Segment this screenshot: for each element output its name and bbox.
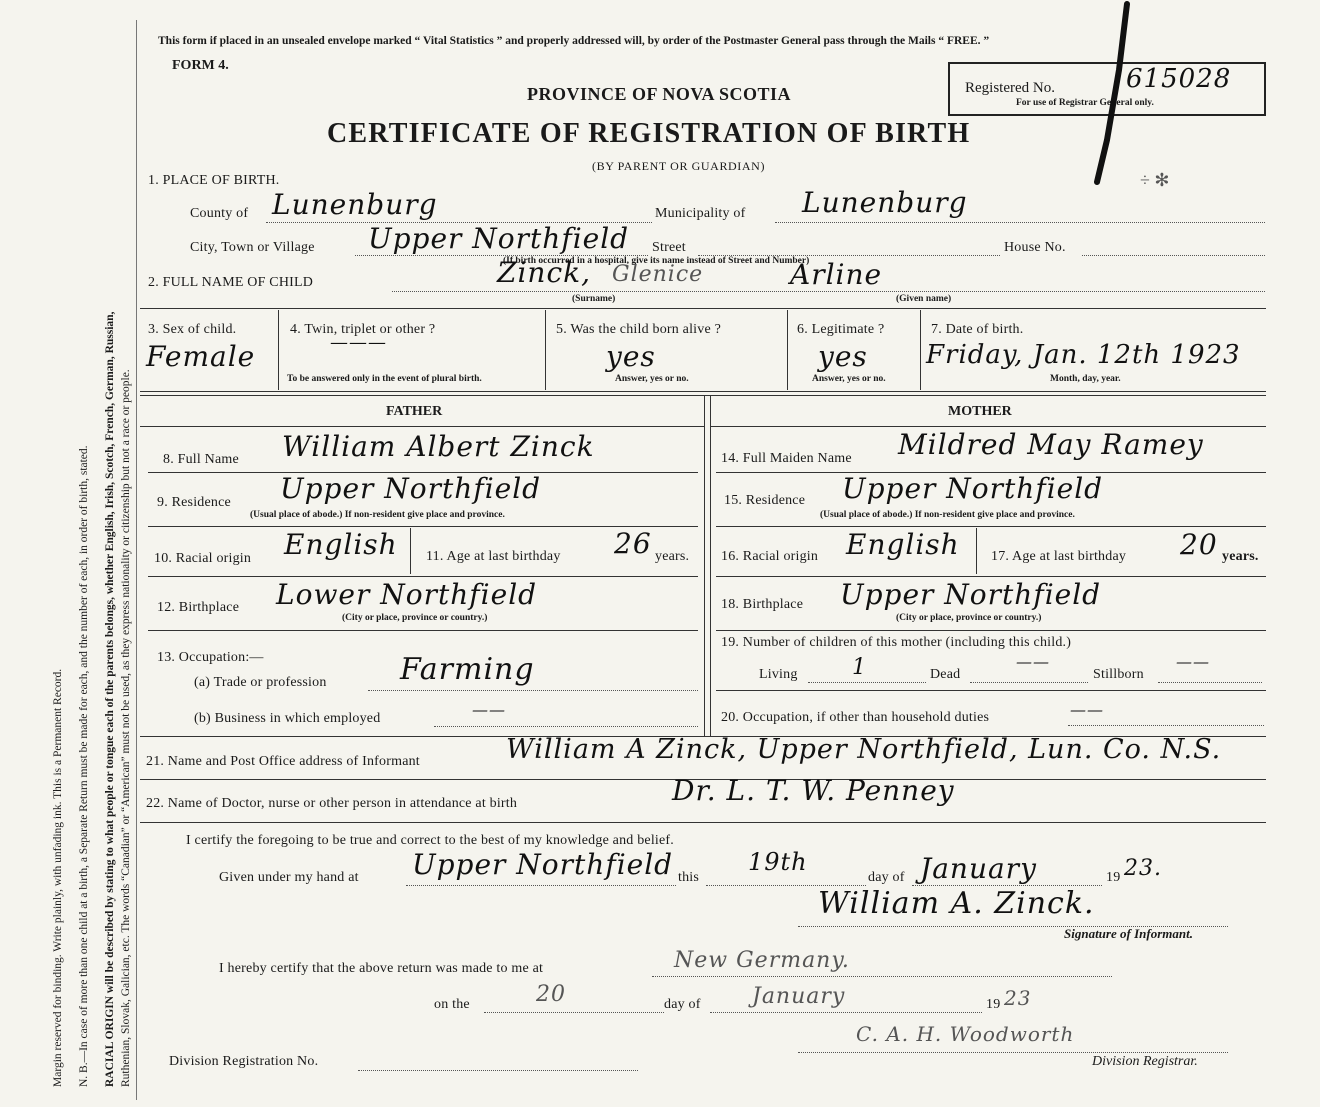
- dob-note: Month, day, year.: [1050, 374, 1121, 384]
- mother-occupation-label: 20. Occupation, if other than household duties: [721, 710, 990, 725]
- divider-5-6: [787, 310, 788, 390]
- registrar-signature: C. A. H. Woodworth: [856, 1022, 1075, 1046]
- postal-notice: This form if placed in an unsealed envelope marked “ Vital Statistics ” and properly addressed will, by order of the Postmaster General pass through the Mails “ FREE. ”: [158, 35, 990, 47]
- mother-stillborn-label: Stillborn: [1093, 667, 1144, 682]
- registrar-month-line: [710, 1012, 982, 1013]
- signature-label: Signature of Informant.: [1064, 926, 1193, 941]
- parents-divider-a: [704, 396, 705, 736]
- father-racial-label: 10. Racial origin: [154, 551, 252, 566]
- informant-value: William A Zinck, Upper Northfield, Lun. Co. N.S.: [506, 734, 1222, 765]
- place-of-birth-heading: 1. PLACE OF BIRTH.: [148, 173, 280, 188]
- county-label: County of: [190, 206, 249, 221]
- father-heading: FATHER: [386, 404, 443, 419]
- father-age-label: 11. Age at last birthday: [426, 549, 561, 564]
- registrar-place-value: New Germany.: [674, 948, 850, 973]
- informant-signature: William A. Zinck.: [818, 886, 1095, 921]
- municipality-label: Municipality of: [655, 206, 746, 221]
- sex-value: Female: [146, 340, 256, 373]
- mother-racial-label: 16. Racial origin: [721, 549, 819, 564]
- alive-note: Answer, yes or no.: [615, 374, 689, 384]
- registrar-day-value: 20: [536, 982, 566, 1007]
- given-note: (Given name): [896, 294, 952, 304]
- father-birthplace-label: 12. Birthplace: [157, 600, 240, 615]
- mother-racial-value: English: [846, 528, 960, 561]
- informant-label: 21. Name and Post Office address of Informant: [146, 754, 420, 769]
- mother-years: years.: [1222, 549, 1259, 564]
- twin-label: 4. Twin, triplet or other ?: [290, 322, 436, 337]
- father-business-line: [434, 726, 698, 727]
- registrar-statement: I hereby certify that the above return was made to me at: [219, 961, 544, 976]
- rule-1: [140, 308, 1266, 309]
- mother-res-value: Upper Northfield: [842, 472, 1104, 505]
- parents-divider-b: [710, 396, 711, 736]
- divider-4-5: [545, 310, 546, 390]
- divider-6-7: [920, 310, 921, 390]
- mother-stillborn-value: ——: [1176, 652, 1210, 671]
- father-age-value: 26: [614, 527, 652, 560]
- month-value: January: [920, 852, 1037, 885]
- father-business-label: (b) Business in which employed: [194, 711, 381, 726]
- father-occupation-label: 13. Occupation:—: [157, 650, 264, 665]
- mother-occupation-value: ——: [1070, 700, 1104, 719]
- mother-row-rule-5: [716, 690, 1266, 691]
- mother-birthplace-note: (City or place, province or country.): [896, 613, 1042, 623]
- mother-age-value: 20: [1180, 528, 1218, 561]
- surname-note: (Surname): [572, 294, 616, 304]
- margin-line-1: Margin reserved for binding. Write plainly, with unfading ink. This is a Permanent Record.: [52, 668, 64, 1087]
- city-value: Upper Northfield: [368, 222, 630, 255]
- division-registration-label: Division Registration No.: [169, 1054, 319, 1069]
- legit-note: Answer, yes or no.: [812, 374, 886, 384]
- given-place-value: Upper Northfield: [412, 848, 674, 881]
- house-label: House No.: [1004, 240, 1066, 255]
- mother-heading: MOTHER: [948, 404, 1012, 419]
- mother-dead-line: [970, 682, 1088, 683]
- mother-occupation-line: [1068, 725, 1264, 726]
- rule-2: [140, 391, 1266, 392]
- mother-row-rule-4: [716, 630, 1266, 631]
- rule-5: [140, 822, 1266, 823]
- mother-stillborn-line: [1158, 682, 1262, 683]
- father-trade-line: [368, 690, 698, 691]
- father-trade-label: (a) Trade or profession: [194, 675, 327, 690]
- mother-res-note: (Usual place of abode.) If non-resident give place and province.: [820, 510, 1075, 520]
- division-registration-line: [358, 1070, 638, 1071]
- dob-label: 7. Date of birth.: [931, 322, 1024, 337]
- certificate-subtitle: (BY PARENT OR GUARDIAN): [592, 159, 766, 173]
- twin-note: To be answered only in the event of plural birth.: [287, 374, 482, 384]
- mother-age-label: 17. Age at last birthday: [991, 549, 1127, 564]
- registrar-year-prefix: 19: [986, 997, 1001, 1012]
- father-birthplace-value: Lower Northfield: [276, 578, 538, 611]
- legit-value: yes: [818, 340, 868, 373]
- registered-number: 615028: [1126, 64, 1232, 94]
- registrar-signature-line: [798, 1052, 1228, 1053]
- father-racial-divider: [410, 528, 411, 574]
- mother-birthplace-value: Upper Northfield: [840, 578, 1102, 611]
- father-res-value: Upper Northfield: [280, 472, 542, 505]
- house-line: [1082, 255, 1265, 256]
- mother-birthplace-label: 18. Birthplace: [721, 597, 804, 612]
- mother-name-value: Mildred May Ramey: [898, 428, 1204, 461]
- margin-instructions: [6, 0, 146, 1107]
- hospital-note: (If birth occurred in a hospital, give its name instead of Street and Number): [503, 256, 810, 266]
- doctor-value: Dr. L. T. W. Penney: [672, 774, 955, 807]
- registered-note: For use of Registrar General only.: [1016, 98, 1154, 108]
- municipality-value: Lunenburg: [802, 186, 968, 219]
- father-racial-value: English: [284, 528, 398, 561]
- sex-label: 3. Sex of child.: [148, 322, 237, 337]
- father-heading-rule: [140, 426, 704, 427]
- division-registrar-label: Division Registrar.: [1092, 1054, 1198, 1069]
- certificate-title: CERTIFICATE OF REGISTRATION OF BIRTH: [327, 118, 971, 149]
- child-name-line: [392, 291, 1265, 292]
- father-res-note: (Usual place of abode.) If non-resident give place and province.: [250, 510, 505, 520]
- divider-3-4: [278, 310, 279, 390]
- child-given-2: Arline: [790, 258, 883, 291]
- on-the-label: on the: [434, 997, 470, 1012]
- child-given-1: Glenice: [612, 262, 704, 287]
- mother-res-label: 15. Residence: [724, 493, 806, 508]
- form-number: FORM 4.: [172, 58, 229, 73]
- registered-label: Registered No.: [965, 80, 1055, 96]
- given-under-label: Given under my hand at: [219, 870, 359, 885]
- year-prefix: 19: [1106, 870, 1121, 885]
- province-title: PROVINCE OF NOVA SCOTIA: [527, 84, 792, 104]
- alive-value: yes: [606, 340, 656, 373]
- registrar-day-of-label: day of: [664, 997, 701, 1012]
- certify-statement: I certify the foregoing to be true and correct to the best of my knowledge and belief.: [186, 833, 674, 848]
- registrar-place-line: [652, 976, 1112, 977]
- father-birthplace-note: (City or place, province or country.): [342, 613, 488, 623]
- year-value: 23.: [1124, 856, 1162, 881]
- city-label: City, Town or Village: [190, 240, 315, 255]
- county-value: Lunenburg: [272, 188, 438, 221]
- doctor-label: 22. Name of Doctor, nurse or other person in attendance at birth: [146, 796, 518, 811]
- father-res-label: 9. Residence: [157, 495, 231, 510]
- mother-row-rule-3: [716, 576, 1266, 577]
- mother-living-value: 1: [852, 655, 867, 680]
- ink-smudge: ÷ ✻: [1140, 170, 1170, 190]
- registrar-year-value: 23: [1004, 986, 1032, 1010]
- street-label: Street: [652, 240, 686, 255]
- father-name-value: William Albert Zinck: [282, 430, 595, 463]
- twin-value: ———: [330, 332, 387, 353]
- day-value: 19th: [748, 848, 808, 876]
- mother-heading-rule: [710, 426, 1266, 427]
- child-name-label: 2. FULL NAME OF CHILD: [148, 275, 314, 290]
- ink-stroke-mark: [1085, 0, 1145, 190]
- registrar-day-line: [484, 1012, 664, 1013]
- father-years: years.: [655, 549, 690, 564]
- municipality-line: [775, 222, 1265, 223]
- mother-children-label: 19. Number of children of this mother (including this child.): [721, 635, 1072, 650]
- alive-label: 5. Was the child born alive ?: [556, 322, 721, 337]
- margin-line-4: Ruthenian, Slovak, Galician, etc. The words “Canadian” or “American” must not be used, as they express nationality or citizenship but not a race or people.: [120, 369, 132, 1087]
- legit-label: 6. Legitimate ?: [797, 322, 885, 337]
- mother-dead-label: Dead: [930, 667, 961, 682]
- binding-margin-line: [136, 20, 137, 1100]
- child-surname: Zinck,: [497, 256, 591, 289]
- mother-row-rule-2: [716, 526, 1266, 527]
- father-row-rule-4: [148, 630, 698, 631]
- given-place-line: [406, 885, 676, 886]
- rule-2b: [140, 395, 1266, 396]
- dob-value: Friday, Jan. 12th 1923: [926, 340, 1241, 370]
- father-business-value: ——: [472, 700, 506, 719]
- margin-line-2: N. B.—In case of more than one child at a birth, a Separate Return must be made for each, and the number of each, in order of birth, stated.: [78, 445, 90, 1087]
- father-trade-value: Farming: [400, 652, 535, 687]
- margin-line-3: RACIAL ORIGIN will be described by stating to what people or tongue each of the parents belongs, whether English, Irish, Scotch, French, German, Russian,: [104, 311, 116, 1087]
- mother-living-line: [808, 682, 926, 683]
- father-row-rule-3: [148, 576, 698, 577]
- this-label: this: [678, 870, 700, 885]
- mother-name-label: 14. Full Maiden Name: [721, 451, 852, 466]
- mother-dead-value: ——: [1016, 652, 1050, 671]
- day-of-label: day of: [868, 870, 905, 885]
- mother-living-label: Living: [759, 667, 798, 682]
- registrar-month-value: January: [752, 984, 846, 1009]
- mother-racial-divider: [976, 528, 977, 574]
- father-name-label: 8. Full Name: [163, 452, 239, 467]
